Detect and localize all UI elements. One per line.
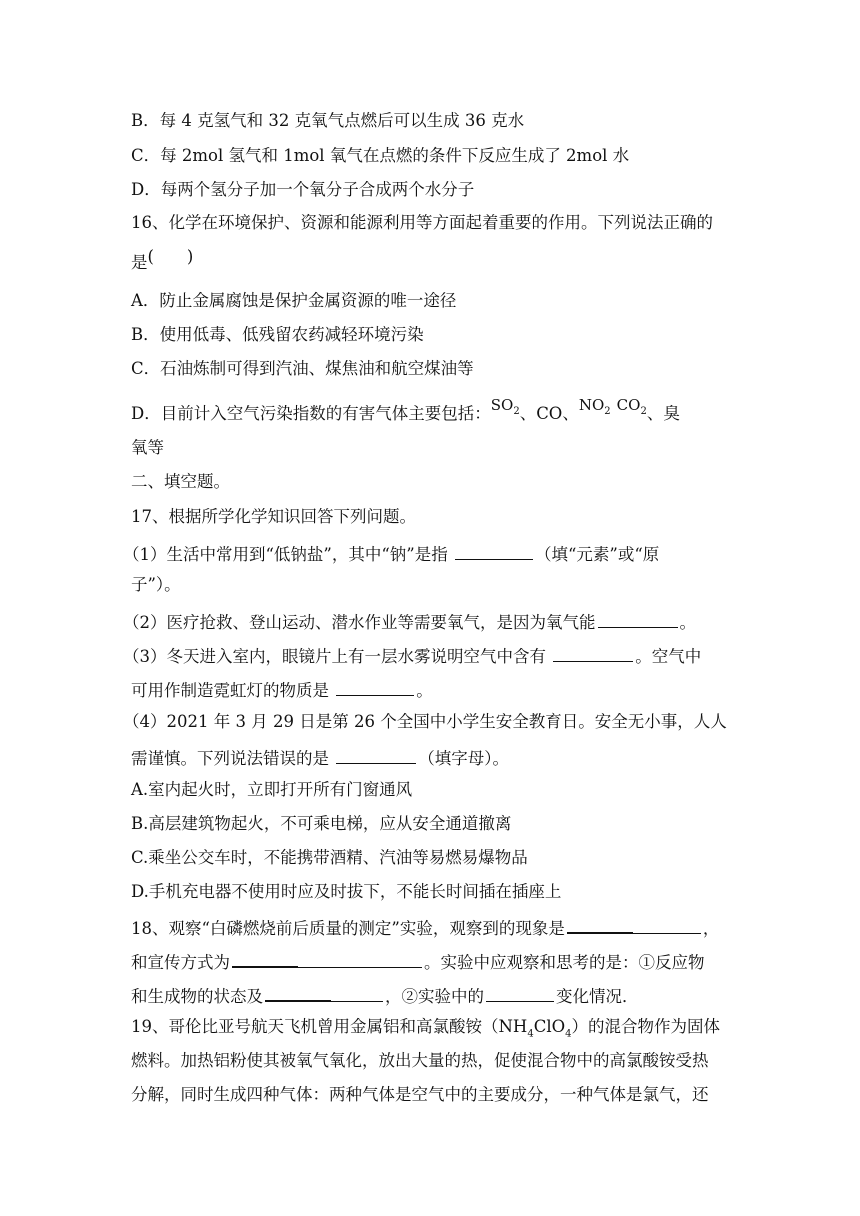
answer-blank[interactable] — [455, 541, 533, 560]
answer-blank[interactable] — [553, 643, 633, 662]
q16-option-a: A．防止金属腐蚀是保护金属资源的唯一途径 — [131, 291, 457, 310]
q16-option-c: C．石油炼制可得到汽油、煤焦油和航空煤油等 — [131, 359, 474, 378]
q16-option-b: B．使用低毒、低残留农药减轻环境污染 — [131, 325, 424, 344]
answer-blank[interactable] — [265, 982, 331, 1002]
q17-part2: （2）医疗抢救、登山运动、潜水作业等需要氧气，是因为氧气能 。 — [123, 609, 696, 634]
section-heading: 二、填空题。 — [131, 472, 230, 491]
answer-blank[interactable] — [331, 983, 383, 1002]
q17-part3-line1: （3）冬天进入室内，眼镜片上有一层水雾说明空气中含有 。空气中 — [123, 643, 701, 668]
answer-parenthesis: ( ) — [147, 247, 194, 266]
answer-blank[interactable] — [598, 609, 678, 628]
co2-formula: $CO_2$ — [616, 396, 647, 417]
q17-part3-line2: 可用作制造霓虹灯的物质是 。 — [131, 677, 433, 702]
answer-blank[interactable] — [633, 915, 701, 934]
q17-option-b: B.高层建筑物起火，不可乘电梯，应从安全通道撤离 — [131, 814, 512, 833]
q19-line2: 燃料。加热铝粉使其被氧气氧化，放出大量的热，促使混合物中的高氯酸铵受热 — [131, 1051, 709, 1070]
q15-option-c: C．每 2mol 氢气和 1mol 氧气在点燃的条件下反应生成了 2mol 水 — [131, 146, 630, 165]
q18-line2: 和宣传方式为 。实验中应观察和思考的是：①反应物 — [131, 948, 705, 974]
answer-blank[interactable] — [336, 745, 416, 764]
q19-line1: 19、哥伦比亚号航天飞机曾用金属铝和高氯酸铵$(NH_4ClO_4)$的混合物作为固体 — [131, 1017, 721, 1040]
q17-option-c: C.乘坐公交车时，不能携带酒精、汽油等易燃易爆物品 — [131, 848, 528, 867]
answer-blank[interactable] — [232, 948, 298, 968]
q16-option-d-suffix: 、臭 — [646, 404, 680, 423]
q16-stem-line1: 16、化学在环境保护、资源和能源利用等方面起着重要的作用。下列说法正确的 — [131, 213, 713, 232]
q15-option-d: D．每两个氢分子加一个氧分子合成两个水分子 — [131, 180, 475, 199]
so2-formula: $SO_2$ — [490, 396, 520, 417]
answer-blank[interactable] — [336, 677, 414, 696]
q19-line3: 分解，同时生成四种气体：两种气体是空气中的主要成分，一种气体是氯气，还 — [131, 1085, 709, 1104]
co-text: 、CO、 — [519, 404, 579, 423]
q17-option-d: D.手机充电器不使用时应及时拔下，不能长时间插在插座上 — [131, 882, 562, 901]
q15-option-b: B．每 4 克氢气和 32 克氧气点燃后可以生成 36 克水 — [131, 111, 525, 130]
answer-blank[interactable] — [567, 914, 633, 934]
q16-option-d-prefix: D．目前计入空气污染指数的有害气体主要包括： — [131, 404, 491, 423]
q16-option-d-line2: 氧等 — [131, 438, 164, 457]
q18-line1: 18、观察“白磷燃烧前后质量的测定”实验，观察到的现象是 ， — [131, 914, 719, 940]
q18-line3: 和生成物的状态及 ，②实验中的 变化情况． — [131, 982, 639, 1008]
q17-stem: 17、根据所学化学知识回答下列问题。 — [131, 507, 416, 526]
q16-stem-prefix: 是 — [131, 253, 148, 272]
answer-blank[interactable] — [486, 983, 554, 1002]
q17-part1-line2: 子”）。 — [131, 575, 181, 594]
q16-stem-line2 — [131, 247, 194, 274]
q17-part4-line2: 需谨慎。下列说法错误的是 （填字母）。 — [131, 745, 509, 770]
answer-blank[interactable] — [298, 949, 422, 968]
no2-formula: $NO_2$ — [578, 396, 611, 417]
q17-option-a: A.室内起火时，立即打开所有门窗通风 — [131, 780, 413, 799]
q17-part1-line1: （1）生活中常用到“低钠盐”，其中“钠”是指 （填“元素”或“原 — [123, 541, 659, 566]
q16-option-d-line1 — [131, 396, 680, 432]
q17-part4-line1: （4）2021 年 3 月 29 日是第 26 个全国中小学生安全教育日。安全无小事，人人 — [123, 712, 727, 731]
